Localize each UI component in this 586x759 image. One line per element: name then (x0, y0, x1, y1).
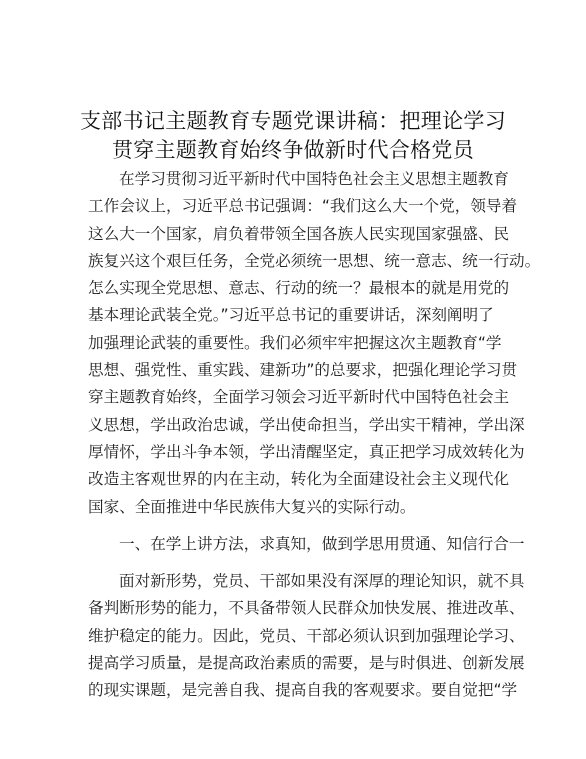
text-line: 国家、全面推进中华民族伟大复兴的实际行动。 (88, 497, 416, 516)
paragraph-gap (88, 558, 514, 568)
paragraph-intro (88, 166, 541, 521)
document-title-line-1: 支部书记主题教育专题党课讲稿：把理论学习 (80, 109, 506, 133)
text-line: 维护稳定的能力。因此，党员、干部必须认识到加强理论学习、 (88, 626, 525, 645)
text-line: 这么大一个国家，肩负着带领全国各族人民实现国家强盛、民 (88, 224, 510, 243)
document-body (88, 166, 541, 705)
text-line: 在学习贯彻习近平新时代中国特色社会主义思想主题教育 (119, 170, 509, 188)
text-line: 怎么实现全党思想、意志、行动的统一？最根本的就是用党的 (88, 279, 510, 298)
paragraph-gap (88, 521, 514, 531)
text-line: 改造主客观世界的内在主动，转化为全面建设社会主义现代化 (88, 470, 510, 489)
text-line: 族复兴这个艰巨任务，全党必须统一思想、统一意志、统一行动。 (88, 251, 541, 270)
text-line: 的现实课题，是完善自我、提高自我的客观要求。要自觉把“学 (88, 681, 518, 700)
text-line: 加强理论武装的重要性。我们必须牢牢把握这次主题教育“学 (88, 333, 502, 352)
paragraph-section-1 (88, 568, 525, 704)
text-line: 工作会议上，习近平总书记强调：“我们这么大一个党，领导着 (88, 197, 518, 216)
text-line: 义思想，学出政治忠诚，学出使命担当，学出实干精神，学出深 (88, 415, 525, 434)
text-line: 提高学习质量，是提高政治素质的需要，是与时俱进、创新发展 (88, 654, 525, 673)
text-line: 思想、强党性、重实践、建新功”的总要求，把强化理论学习贯 (88, 361, 518, 380)
text-line: 基本理论武装全党。”习近平总书记的重要讲话，深刻阐明了 (88, 306, 494, 325)
text-line: 厚情怀，学出斗争本领，学出清醒坚定，真正把学习成效转化为 (88, 442, 525, 461)
text-line: 穿主题教育始终，全面学习领会习近平新时代中国特色社会主 (88, 388, 510, 407)
text-line: 面对新形势，党员、干部如果没有深厚的理论知识，就不具 (119, 572, 525, 591)
section-heading-1: 一、在学上讲方法，求真知，做到学思用贯通、知信行合一 (119, 534, 525, 553)
document-title-line-2: 贯穿主题教育始终争做新时代合格党员 (111, 138, 475, 162)
text-line: 备判断形势的能力，不具备带领人民群众加快发展、推进改革、 (88, 599, 525, 618)
